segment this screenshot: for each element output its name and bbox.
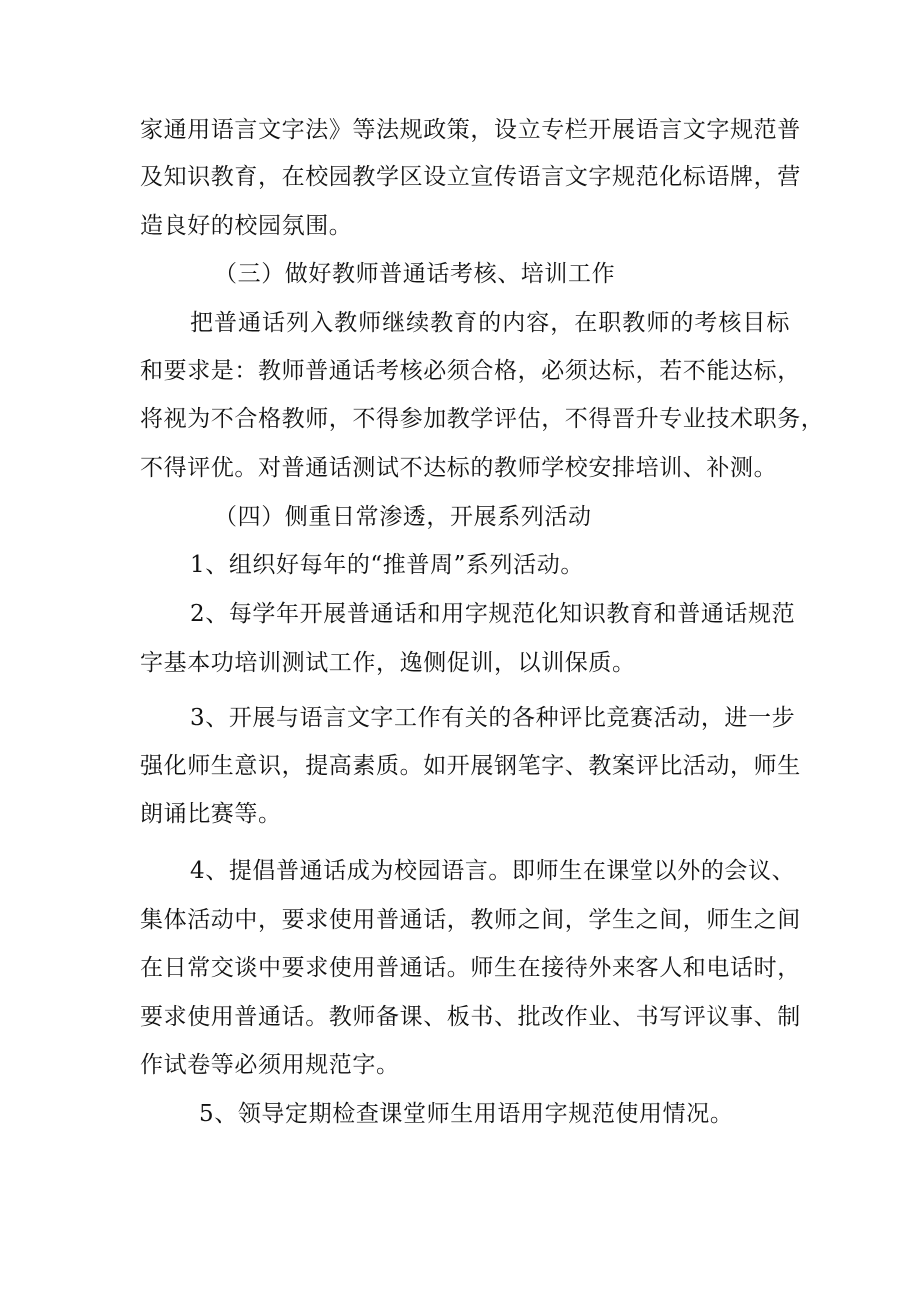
text-line: 作试卷等必须用规范字。 — [140, 1052, 400, 1078]
text-line: 要求使用普通话。教师备课、板书、批改作业、书写评议事、制 — [140, 1004, 801, 1030]
text-line: 和要求是：教师普通话考核必须合格，必须达标，若不能达标， — [140, 358, 801, 384]
text-line: 把普通话列入教师继续教育的内容，在职教师的考核目标 — [190, 310, 790, 336]
section-heading: （三）做好教师普通话考核、培训工作 — [214, 261, 616, 287]
text-line: 朗诵比赛等。 — [140, 801, 282, 827]
text-line: 在日常交谈中要求使用普通话。师生在接待外来客人和电话时， — [140, 955, 801, 981]
text-line: 将视为不合格教师，不得参加教学评估，不得晋升专业技术职务， — [140, 406, 825, 432]
text-line: 造良好的校园氛围。 — [140, 213, 353, 239]
list-item: 5、领导定期检查课堂师生用语用字规范使用情况。 — [199, 1101, 734, 1127]
list-item: 2、每学年开展普通话和用字规范化知识教育和普通话规范 — [190, 601, 796, 627]
text-line: 家通用语言文字法》等法规政策，设立专栏开展语言文字规范普 — [140, 117, 801, 143]
list-item: 4、提倡普通话成为校园语言。即师生在课堂以外的会议、 — [190, 858, 796, 884]
text-line: 及知识教育，在校园教学区设立宣传语言文字规范化标语牌，营 — [140, 164, 801, 190]
list-item: 3、开展与语言文字工作有关的各种评比竞赛活动，进一步 — [190, 705, 796, 731]
text-line: 集体活动中，要求使用普通话，教师之间，学生之间，师生之间 — [140, 907, 801, 933]
list-item: 1、组织好每年的“推普周”系列活动。 — [190, 552, 584, 578]
text-line: 不得评优。对普通话测试不达标的教师学校安排培训、补测。 — [140, 455, 778, 481]
text-line: 字基本功培训测试工作，逸侧促训，以训保质。 — [140, 650, 636, 676]
section-heading: （四）侧重日常渗透，开展系列活动 — [214, 504, 592, 530]
text-line: 强化师生意识，提高素质。如开展钢笔字、教案评比活动，师生 — [140, 753, 801, 779]
